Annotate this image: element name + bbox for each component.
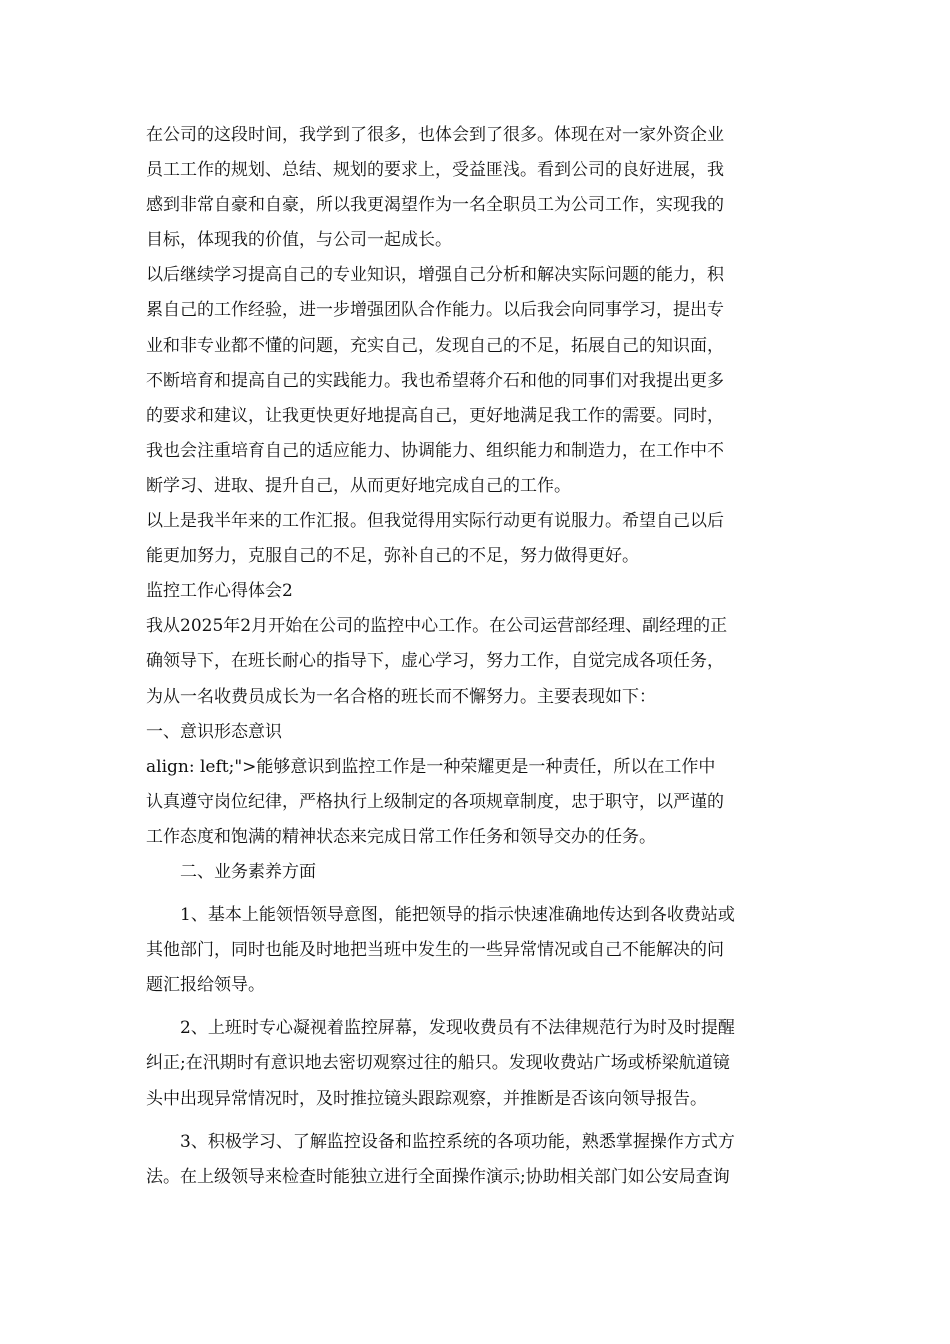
paragraph-gap <box>146 1117 806 1125</box>
text-line: 其他部门，同时也能及时地把当班中发生的一些异常情况或自己不能解决的问 <box>146 940 724 961</box>
text-line: 能更加努力，克服自己的不足，弥补自己的不足，努力做得更好。 <box>146 546 639 567</box>
text-line: 2、上班时专心凝视着监控屏幕，发现收费员有不法律规范行为时及时提醒 <box>180 1018 735 1039</box>
paragraph-gap <box>146 1003 806 1011</box>
text-line: 纠正;在汛期时有意识地去密切观察过往的船只。发现收费站广场或桥梁航道镜 <box>146 1053 730 1074</box>
paragraph <box>146 118 806 258</box>
text-line: 在公司的这段时间，我学到了很多，也体会到了很多。体现在对一家外资企业 <box>146 125 724 145</box>
text-line: 1、基本上能领悟领导意图，能把领导的指示快速准确地传达到各收费站或 <box>180 905 735 926</box>
text-line: 监控工作心得体会2 <box>146 581 293 602</box>
paragraph <box>146 1125 806 1195</box>
paragraph <box>146 574 806 609</box>
paragraph <box>146 258 806 504</box>
text-line: 断学习、进取、提升自己，从而更好地完成自己的工作。 <box>146 475 571 496</box>
text-line: 为从一名收费员成长为一名合格的班长而不懈努力。主要表现如下： <box>146 686 656 707</box>
text-line: 累自己的工作经验，进一步增强团队合作能力。以后我会向同事学习，提出专 <box>146 300 724 321</box>
paragraph <box>146 609 806 714</box>
text-line: 3、积极学习、了解监控设备和监控系统的各项功能，熟悉掌握操作方式方 <box>180 1131 735 1152</box>
text-line: 头中出现异常情况时，及时推拉镜头跟踪观察，并推断是否该向领导报告。 <box>146 1088 707 1109</box>
text-line: 确领导下，在班长耐心的指导下，虚心学习，努力工作，自觉完成各项任务， <box>146 651 724 672</box>
text-line: 我也会注重培育自己的适应能力、协调能力、组织能力和制造力，在工作中不 <box>146 440 724 461</box>
paragraph <box>146 1011 806 1116</box>
text-line: 我从2025年2月开始在公司的监控中心工作。在公司运营部经理、副经理的正 <box>146 616 728 637</box>
text-line: 业和非专业都不懂的问题，充实自己，发现自己的不足，拓展自己的知识面， <box>146 335 724 356</box>
text-line: 题汇报给领导。 <box>146 975 265 996</box>
document-body <box>146 118 806 1195</box>
paragraph <box>146 898 806 1003</box>
text-line: align: left;">能够意识到监控工作是一种荣耀更是一种责任，所以在工作中 <box>146 756 716 777</box>
text-line: 员工工作的规划、总结、规划的要求上，受益匪浅。看到公司的良好进展，我 <box>146 160 724 181</box>
text-line: 一、意识形态意识 <box>146 721 282 742</box>
text-line: 认真遵守岗位纪律，严格执行上级制定的各项规章制度，忠于职守，以严谨的 <box>146 791 724 812</box>
text-line: 二、业务素养方面 <box>180 861 316 882</box>
text-line: 目标，体现我的价值，与公司一起成长。 <box>146 230 452 251</box>
text-line: 工作态度和饱满的精神状态来完成日常工作任务和领导交办的任务。 <box>146 826 656 847</box>
paragraph <box>146 504 806 574</box>
paragraph <box>146 855 806 890</box>
paragraph-gap <box>146 890 806 898</box>
paragraph <box>146 715 806 750</box>
text-line: 以上是我半年来的工作汇报。但我觉得用实际行动更有说服力。希望自己以后 <box>146 511 724 532</box>
text-line: 感到非常自豪和自豪，所以我更渴望作为一名全职员工为公司工作，实现我的 <box>146 195 724 216</box>
text-line: 的要求和建议，让我更快更好地提高自己，更好地满足我工作的需要。同时， <box>146 405 724 426</box>
text-line: 不断培育和提高自己的实践能力。我也希望蒋介石和他的同事们对我提出更多 <box>146 370 724 391</box>
text-line: 以后继续学习提高自己的专业知识，增强自己分析和解决实际问题的能力，积 <box>146 265 724 286</box>
text-line: 法。在上级领导来检查时能独立进行全面操作演示;协助相关部门如公安局查询 <box>146 1166 730 1187</box>
paragraph <box>146 750 806 855</box>
